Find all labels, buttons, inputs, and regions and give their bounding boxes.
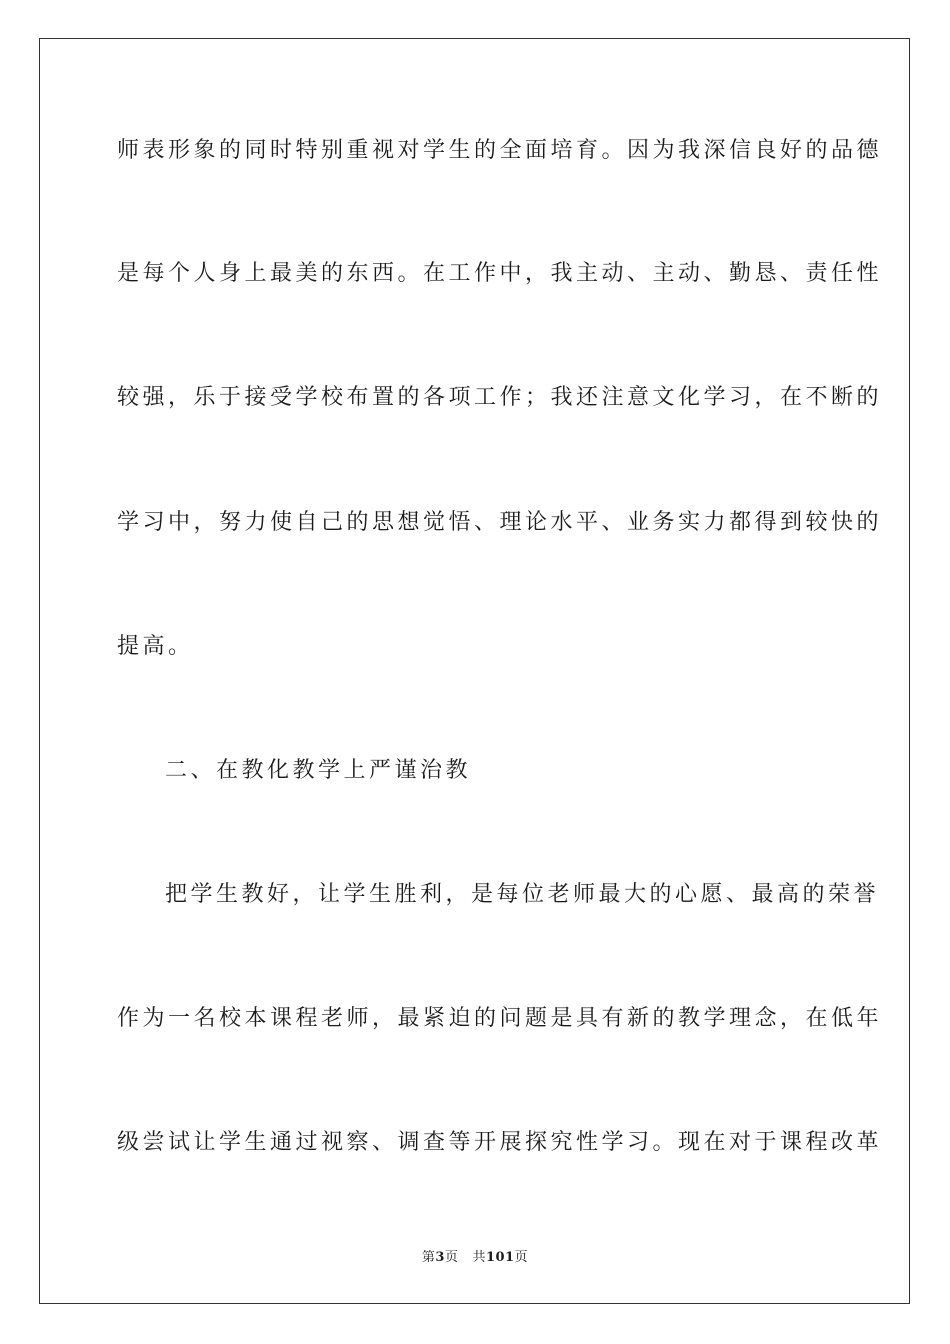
page-footer — [0, 1246, 950, 1265]
footer-total-prefix: 共 — [472, 1250, 486, 1265]
text-line-7: 把学生教好，让学生胜利，是每位老师最大的心愿、最高的荣誉 — [165, 882, 880, 907]
footer-page-prefix: 第 — [421, 1250, 436, 1265]
footer-page-number: 3 — [435, 1250, 445, 1265]
footer-page-suffix: 页 — [444, 1250, 459, 1265]
footer-total-pages: 101 — [485, 1250, 515, 1265]
section-heading: 二、在教化教学上严谨治教 — [165, 758, 472, 783]
text-line-9: 级尝试让学生通过视察、调查等开展探究性学习。现在对于课程改革 — [117, 1130, 883, 1155]
text-line-3: 较强，乐于接受学校布置的各项工作；我还注意文化学习，在不断的 — [117, 385, 883, 410]
text-line-4: 学习中，努力使自己的思想觉悟、理论水平、业务实力都得到较快的 — [117, 510, 883, 535]
footer-total-suffix: 页 — [514, 1250, 529, 1265]
text-line-5: 提高。 — [117, 634, 194, 659]
page-frame — [39, 38, 910, 1304]
text-line-2: 是每个人身上最美的东西。在工作中，我主动、主动、勤恳、责任性 — [117, 261, 883, 286]
text-line-1: 师表形象的同时特别重视对学生的全面培育。因为我深信良好的品德 — [117, 138, 883, 163]
text-line-8: 作为一名校本课程老师，最紧迫的问题是具有新的教学理念，在低年 — [117, 1006, 883, 1031]
